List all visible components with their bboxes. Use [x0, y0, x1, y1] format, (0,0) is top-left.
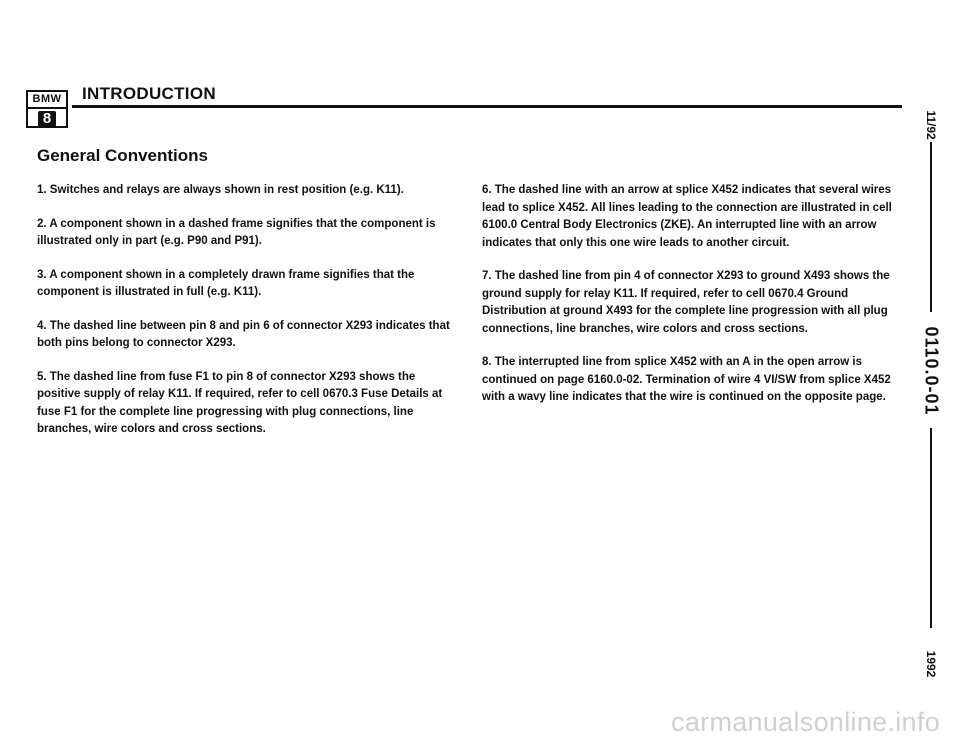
sidebar-year: 1992 [924, 650, 938, 678]
convention-item: 7. The dashed line from pin 4 of connector X293 to ground X493 shows the ground supply for relay K11. If required, refer to cell 0670.4 Ground Distribution at ground X493 for the complete line progression with all plug connections, line branches, wire colors and cross sections. [482, 270, 890, 335]
logo-model-number: 8 [38, 111, 56, 127]
convention-item: 1. Switches and relays are always shown in rest position (e.g. K11). [37, 184, 404, 196]
left-column [37, 182, 457, 455]
convention-item: 3. A component shown in a completely drawn frame signifies that the component is illustrated in full (e.g. K11). [37, 268, 415, 298]
convention-item: 4. The dashed line between pin 8 and pin 6 of connector X293 indicates that both pins belong to connector X293. [37, 319, 450, 349]
page-header-title: INTRODUCTION [82, 84, 216, 103]
convention-item: 8. The interrupted line from splice X452 with an A in the open arrow is continued on page 6160.0-02. Termination of wire 4 VI/SW from splice X452 with a wavy line indicates that the wire is continued on the opposite page. [482, 356, 891, 403]
sidebar-date: 11/92 [924, 110, 938, 140]
convention-item: 6. The dashed line with an arrow at splice X452 indicates that several wires lead to splice X452. All lines leading to the connection are illustrated in cell 6100.0 Central Body Electronics (ZKE). An interrupted line with an arrow indicates that only this one wire leads to another circuit. [482, 184, 892, 249]
convention-item: 5. The dashed line from fuse F1 to pin 8 of connector X293 shows the positive supply of relay K11. If required, refer to cell 0670.3 Fuse Details at fuse F1 for the complete line progressing with plug connections, line branches, wire colors and cross sections. [37, 370, 443, 435]
header-rule [72, 105, 902, 108]
bmw-8-logo [26, 90, 68, 128]
logo-bmw-text: BMW [28, 92, 66, 109]
convention-item: 2. A component shown in a dashed frame signifies that the component is illustrated only in part (e.g. P90 and P91). [37, 217, 436, 247]
section-title: General Conventions [37, 146, 208, 165]
sidebar-page-code: 0110.0-01 [921, 326, 942, 416]
sidebar-rule [930, 142, 932, 312]
right-column [482, 182, 894, 423]
watermark: carmanualsonline.info [671, 707, 940, 737]
sidebar-rule [930, 428, 932, 628]
